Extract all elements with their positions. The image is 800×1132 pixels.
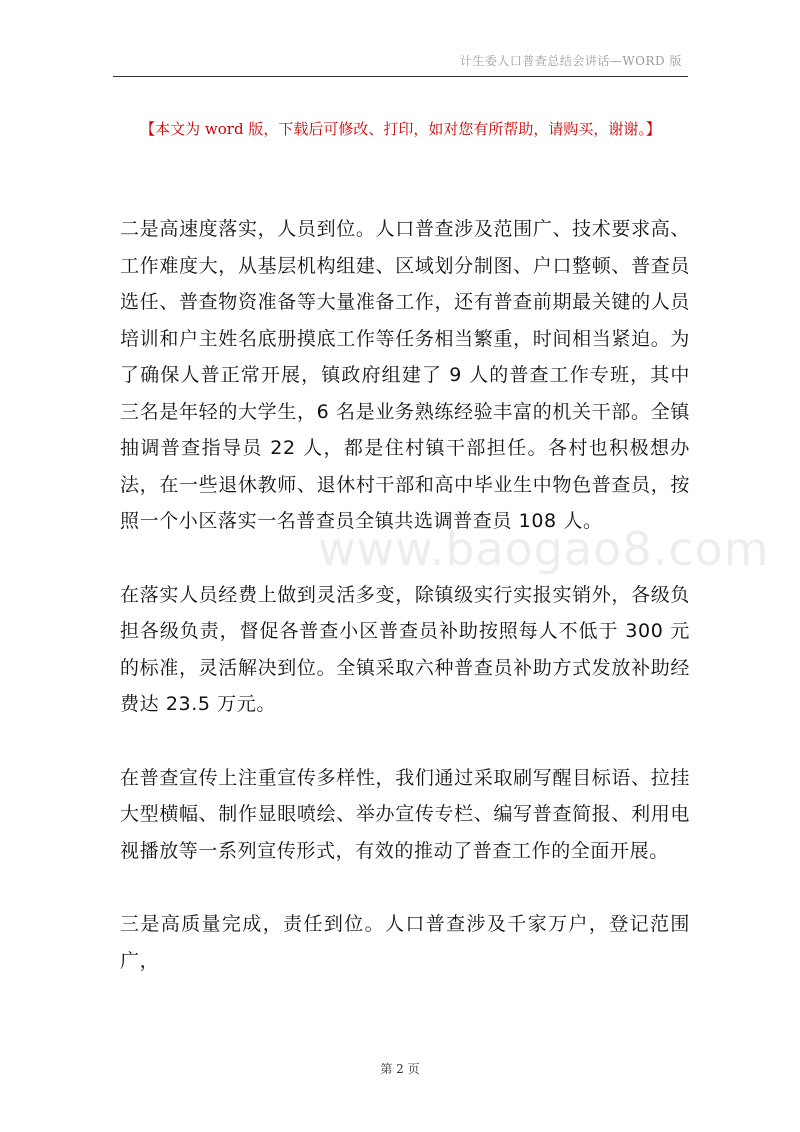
header-divider [113, 76, 688, 77]
paragraph: 二是高速度落实，人员到位。人口普查涉及范围广、技术要求高、工作难度大，从基层机构组建、区域划分制图、户口整顿、普查员选任、普查物资准备等大量准备工作，还有普查前期最关键的人员培训和户主姓名底册摸底工作等任务相当繁重，时间相当紧迫。为了确保人普正常开展，镇政府组建了 9 人的普查工作专班，其中三名是年轻的大学生，6 名是业务熟练经验丰富的机关干部。全镇抽调普查指导员 22 人，都是住村镇干部担任。各村也积极想办法，在一些退休教师、退休村干部和高中毕业生中物色普查员，按照一个小区落实一名普查员全镇共选调普查员 108 人。 [120, 218, 690, 532]
purchase-notice: 【本文为 word 版，下载后可修改、打印，如对您有所帮助，请购买，谢谢。】 [140, 120, 661, 138]
site-watermark: www.baogao8.com [318, 522, 770, 576]
page-number: 第 2 页 [380, 1062, 420, 1076]
paragraph: 三是高质量完成，责任到位。人口普查涉及千家万户，登记范围广， [120, 913, 690, 972]
paragraph: 在普查宣传上注重宣传多样性，我们通过采取刷写醒目标语、拉挂大型横幅、制作显眼喷绘、举办宣传专栏、编写普查简报、利用电视播放等一系列宣传形式，有效的推动了普查工作的全面开展。 [120, 766, 690, 862]
running-header-title: 计生委人口普查总结会讲话—WORD 版 [459, 54, 682, 68]
paragraph: 在落实人员经费上做到灵活多变，除镇级实行实报实销外，各级负担各级负责，督促各普查小区普查员补助按照每人不低于 300 元的标准，灵活解决到位。全镇采取六种普查员补助方式发放补助经费达 23.5 万元。 [120, 583, 690, 715]
document-body [120, 211, 690, 979]
